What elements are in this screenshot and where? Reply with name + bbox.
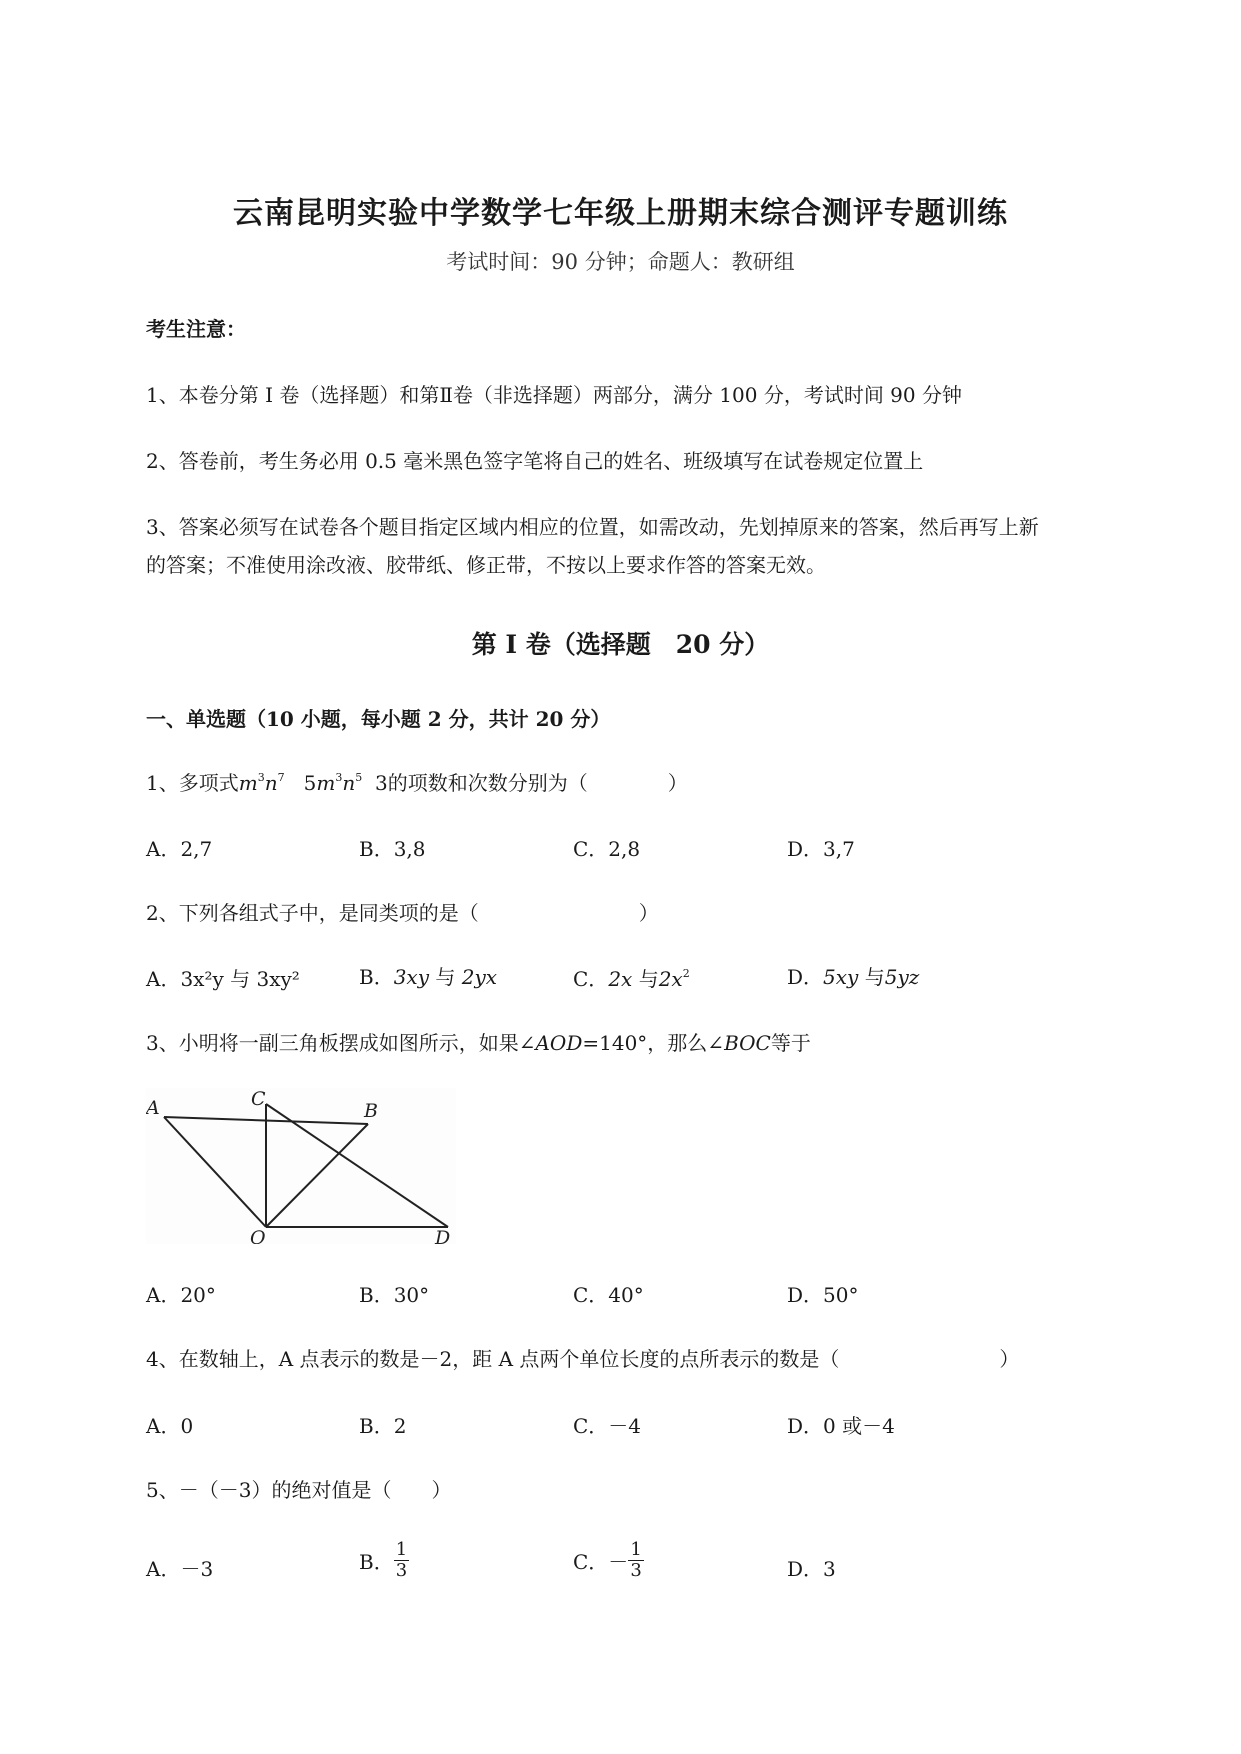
question-4: 4、在数轴上，A 点表示的数是－2，距 A 点两个单位长度的点所表示的数是（ ） [146,1347,1020,1371]
notice-item-3: 3、答案必须写在试卷各个题目指定区域内相应的位置，如需改动，先划掉原来的答案，然后再写上新 [146,515,1039,539]
question-2: 2、下列各组式子中，是同类项的是（ ） [146,901,659,925]
angle-aod: AOD [535,1031,583,1055]
expr: 3xy [393,965,430,989]
fraction [628,1540,643,1581]
exp: 2 [682,967,690,980]
q3-option-a[interactable]: A．20° [146,1283,216,1307]
edge-cd [266,1104,448,1227]
exp: 3 [335,771,343,784]
q2-option-a[interactable]: A．3x²y 与 3xy² [146,967,300,991]
denominator: 3 [630,1560,642,1581]
option-label: C．－ [573,1550,629,1574]
connector: 与 [435,965,456,989]
option-label: C． [573,967,609,991]
denominator: 3 [395,1560,408,1581]
question-5: 5、－（－3）的绝对值是（ ） [146,1478,452,1502]
option-label: B． [359,965,394,989]
question-1-prefix: 1、多项式 [146,771,239,795]
q3-option-d[interactable]: D．50° [787,1283,859,1307]
q1-option-d[interactable]: D．3,7 [787,837,855,861]
q4-option-c[interactable]: C．－4 [573,1414,642,1438]
question-3-tail: 等于 [770,1031,811,1055]
point-label-o: O [250,1227,266,1244]
expr: 2x [608,967,633,991]
edge-ao [164,1117,266,1227]
point-label-b: B [364,1100,378,1122]
q5-option-a[interactable]: A．－3 [146,1557,214,1581]
point-label-a: A [146,1097,160,1119]
numerator: 1 [395,1539,408,1560]
q3-option-c[interactable]: C．40° [573,1283,644,1307]
connector: 与 [638,967,659,991]
notice-item-2: 2、答卷前，考生务必用 0.5 毫米黑色签字笔将自己的姓名、班级填写在试卷规定位置上 [146,449,924,473]
fraction [394,1540,409,1581]
part-label: 一、单选题（10 小题，每小题 2 分，共计 20 分） [146,707,611,731]
question-3 [146,1027,811,1056]
expr: 5yz [884,965,920,989]
exp: 3 [257,771,265,784]
exp: 5 [355,771,363,784]
q1-option-a[interactable]: A．2,7 [146,837,213,861]
expr: 2x [658,967,683,991]
term-coef: 5 [303,771,317,795]
q3-option-b[interactable]: B．30° [359,1283,430,1307]
q1-option-b[interactable]: B．3,8 [359,837,426,861]
q5-option-c[interactable] [573,1540,644,1581]
q4-option-d[interactable]: D．0 或－4 [787,1414,895,1438]
q4-option-a[interactable]: A．0 [146,1414,194,1438]
q4-option-b[interactable]: B．2 [359,1414,407,1438]
triangle-figure [146,1088,456,1244]
term-m: m [238,771,258,795]
question-3-mid: =140°，那么∠ [582,1031,725,1055]
question-1 [146,767,688,796]
q2-option-c[interactable] [573,963,690,992]
exp: 7 [277,771,285,784]
notice-item-3-continued: 的答案；不准使用涂改液、胶带纸、修正带，不按以上要求作答的答案无效。 [146,553,826,577]
expr: 2yx [461,965,498,989]
term-m: m [316,771,336,795]
numerator: 1 [630,1539,642,1560]
option-label: B． [359,1550,394,1574]
term-n: n [264,771,278,795]
notice-item-1: 1、本卷分第 I 卷（选择题）和第Ⅱ卷（非选择题）两部分，满分 100 分，考试时间 90 分钟 [146,383,962,407]
point-label-c: C [251,1088,266,1110]
connector: 与 [864,965,885,989]
section-title: 第 I 卷（选择题 20 分） [471,630,770,659]
q2-option-d[interactable] [787,961,919,990]
angle-boc: BOC [724,1031,771,1055]
page-title: 云南昆明实验中学数学七年级上册期末综合测评专题训练 [233,196,1008,231]
triangle-diagram [146,1088,456,1244]
q2-option-b[interactable] [359,961,497,990]
point-label-d: D [435,1227,451,1244]
expr: 5xy [823,965,859,989]
q5-option-b[interactable] [359,1540,409,1581]
q1-option-c[interactable]: C．2,8 [573,837,641,861]
question-1-tail: 3的项数和次数分别为（ ） [374,771,688,795]
term-n: n [342,771,356,795]
notice-heading: 考生注意： [146,317,246,341]
exam-info: 考试时间：90 分钟；命题人：教研组 [446,250,795,274]
q5-option-d[interactable]: D．3 [787,1557,836,1581]
option-label: D． [787,965,824,989]
question-3-prefix: 3、小明将一副三角板摆成如图所示，如果∠ [146,1031,536,1055]
